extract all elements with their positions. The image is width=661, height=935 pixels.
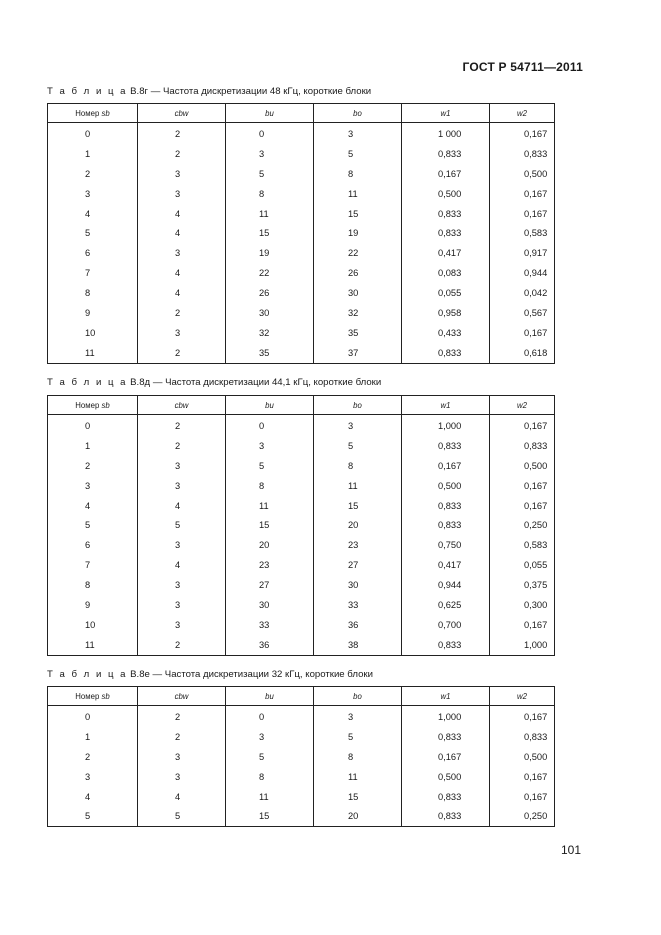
- table-cell: 5: [138, 515, 226, 535]
- table-row: [48, 535, 555, 555]
- table-label: Т а б л и ц а: [47, 86, 128, 97]
- table-cell: 0,500: [490, 747, 555, 767]
- table-cell: 4: [138, 263, 226, 283]
- column-header: [48, 104, 138, 123]
- table-row: [48, 303, 555, 323]
- table-cell: 0,417: [402, 555, 490, 575]
- column-header: [226, 396, 314, 415]
- table-cell: 7: [48, 555, 138, 575]
- table-cell: 0,833: [402, 635, 490, 655]
- table-row: [48, 787, 555, 807]
- table-cell: 0,833: [490, 144, 555, 164]
- table-cell: 0,583: [490, 535, 555, 555]
- table-cell: 2: [138, 303, 226, 323]
- table-cell: 8: [226, 767, 314, 787]
- table-cell: 0,958: [402, 303, 490, 323]
- table-header-row: [48, 104, 555, 123]
- column-header-symbol: bu: [265, 108, 274, 118]
- table-cell: 4: [138, 555, 226, 575]
- table-cell: 0,042: [490, 283, 555, 303]
- table-cell: 3: [138, 535, 226, 555]
- table-cell: 30: [226, 595, 314, 615]
- table-cell: 3: [138, 476, 226, 496]
- table-caption: [47, 86, 371, 97]
- table-row: [48, 767, 555, 787]
- column-header-symbol: sb: [101, 691, 110, 701]
- table-cell: 0,167: [490, 204, 555, 224]
- table-row: [48, 144, 555, 164]
- table-cell: 15: [226, 806, 314, 826]
- table-cell: 0,167: [490, 615, 555, 635]
- column-header-symbol: cbw: [174, 108, 189, 118]
- table-cell: 0,833: [402, 436, 490, 456]
- column-header-symbol: bo: [353, 108, 362, 118]
- table-row: [48, 727, 555, 747]
- table-cell: 3: [226, 144, 314, 164]
- table-row: [48, 496, 555, 516]
- table-cell: 19: [314, 223, 402, 243]
- table-cell: 5: [48, 515, 138, 535]
- table-row: [48, 164, 555, 184]
- table-caption: [47, 377, 381, 388]
- table-cell: 35: [314, 323, 402, 343]
- table-cell: 30: [314, 283, 402, 303]
- table-cell: 3: [314, 706, 402, 727]
- table-cell: 5: [226, 456, 314, 476]
- table-row: [48, 515, 555, 535]
- table-cell: 27: [314, 555, 402, 575]
- data-table: [47, 686, 555, 827]
- table-cell: 0,433: [402, 323, 490, 343]
- table-row: [48, 243, 555, 263]
- table-cell: 20: [226, 535, 314, 555]
- table-cell: 10: [48, 323, 138, 343]
- column-header-symbol: cbw: [174, 691, 189, 701]
- table-cell: 8: [314, 456, 402, 476]
- table-cell: 0,083: [402, 263, 490, 283]
- column-header: [490, 104, 555, 123]
- table-cell: 1: [48, 436, 138, 456]
- table-cell: 19: [226, 243, 314, 263]
- table-cell: 1,000: [490, 635, 555, 655]
- table-header-row: [48, 396, 555, 415]
- table-caption: [47, 669, 373, 680]
- table-cell: 2: [48, 747, 138, 767]
- table-label: Т а б л и ц а: [47, 377, 128, 388]
- table-row: [48, 635, 555, 655]
- table-cell: 0: [48, 415, 138, 436]
- table-cell: 3: [138, 747, 226, 767]
- table-cell: 0,618: [490, 343, 555, 363]
- table-cell: 3: [48, 767, 138, 787]
- table-title: В.8г — Частота дискретизации 48 кГц, короткие блоки: [127, 86, 372, 97]
- table-cell: 8: [314, 164, 402, 184]
- table-cell: 7: [48, 263, 138, 283]
- table-cell: 0,583: [490, 223, 555, 243]
- table-row: [48, 747, 555, 767]
- table-cell: 6: [48, 243, 138, 263]
- table-cell: 0,167: [490, 476, 555, 496]
- table-cell: 0,917: [490, 243, 555, 263]
- table-cell: 0,833: [490, 436, 555, 456]
- table-cell: 2: [138, 415, 226, 436]
- table-cell: 0,500: [490, 164, 555, 184]
- table-cell: 0: [226, 706, 314, 727]
- table-cell: 0,167: [490, 787, 555, 807]
- table-cell: 36: [226, 635, 314, 655]
- table-cell: 5: [314, 727, 402, 747]
- column-header-symbol: sb: [101, 400, 110, 410]
- column-header-symbol: w1: [440, 691, 451, 701]
- table-cell: 0,167: [490, 184, 555, 204]
- table-cell: 33: [314, 595, 402, 615]
- table-cell: 4: [138, 496, 226, 516]
- data-table: [47, 103, 555, 364]
- table-cell: 0,167: [490, 496, 555, 516]
- table-cell: 5: [138, 806, 226, 826]
- table-cell: 11: [226, 204, 314, 224]
- table-row: [48, 456, 555, 476]
- column-header-symbol: bo: [353, 400, 362, 410]
- table-cell: 0,833: [402, 515, 490, 535]
- column-header-text: Номер: [75, 691, 102, 701]
- table-cell: 15: [226, 223, 314, 243]
- table-cell: 33: [226, 615, 314, 635]
- column-header-symbol: w1: [440, 400, 451, 410]
- table-cell: 3: [138, 243, 226, 263]
- table-cell: 3: [138, 767, 226, 787]
- column-header: [138, 104, 226, 123]
- table-cell: 2: [138, 727, 226, 747]
- table-cell: 3: [138, 575, 226, 595]
- table-cell: 0,417: [402, 243, 490, 263]
- table-cell: 0: [226, 415, 314, 436]
- table-cell: 2: [138, 144, 226, 164]
- table-cell: 0,833: [402, 223, 490, 243]
- table-cell: 0,833: [402, 787, 490, 807]
- table-cell: 32: [314, 303, 402, 323]
- table-cell: 3: [138, 615, 226, 635]
- table-cell: 2: [138, 343, 226, 363]
- table-cell: 1: [48, 144, 138, 164]
- table-cell: 0,167: [490, 123, 555, 144]
- table-cell: 6: [48, 535, 138, 555]
- table-row: [48, 343, 555, 363]
- data-table: [47, 395, 555, 656]
- table-cell: 0,833: [402, 496, 490, 516]
- table-cell: 1 000: [402, 123, 490, 144]
- column-header-symbol: w1: [440, 108, 451, 118]
- table-cell: 3: [226, 436, 314, 456]
- table-cell: 8: [48, 283, 138, 303]
- column-header: [314, 104, 402, 123]
- table-cell: 2: [138, 706, 226, 727]
- column-header: [314, 396, 402, 415]
- column-header-symbol: cbw: [174, 400, 189, 410]
- table-cell: 5: [226, 747, 314, 767]
- column-header-symbol: bu: [265, 400, 274, 410]
- table-cell: 0: [48, 123, 138, 144]
- table-row: [48, 436, 555, 456]
- table-cell: 0,250: [490, 515, 555, 535]
- table-cell: 20: [314, 806, 402, 826]
- table-label: Т а б л и ц а: [47, 669, 128, 680]
- column-header: [490, 396, 555, 415]
- column-header-symbol: w2: [517, 400, 527, 410]
- column-header-text: Номер: [75, 108, 102, 118]
- table-cell: 5: [314, 436, 402, 456]
- table-cell: 1,000: [402, 706, 490, 727]
- table-header-row: [48, 687, 555, 706]
- table-cell: 0,833: [402, 727, 490, 747]
- table-row: [48, 595, 555, 615]
- table-cell: 11: [48, 343, 138, 363]
- table-cell: 0,700: [402, 615, 490, 635]
- table-row: [48, 223, 555, 243]
- table-cell: 8: [226, 476, 314, 496]
- table-cell: 5: [226, 164, 314, 184]
- table-cell: 0,500: [402, 767, 490, 787]
- table-cell: 4: [138, 204, 226, 224]
- table-cell: 2: [138, 123, 226, 144]
- column-header: [490, 687, 555, 706]
- table-cell: 0,167: [490, 706, 555, 727]
- table-cell: 0,567: [490, 303, 555, 323]
- table-row: [48, 806, 555, 826]
- table-cell: 5: [314, 144, 402, 164]
- column-header: [226, 104, 314, 123]
- column-header-symbol: bo: [353, 691, 362, 701]
- table-cell: 0,944: [402, 575, 490, 595]
- table-cell: 3: [48, 184, 138, 204]
- table-row: [48, 615, 555, 635]
- table-cell: 0,167: [402, 456, 490, 476]
- table-cell: 0,375: [490, 575, 555, 595]
- table-cell: 2: [138, 635, 226, 655]
- table-cell: 3: [138, 323, 226, 343]
- table-cell: 5: [48, 223, 138, 243]
- column-header: [138, 396, 226, 415]
- table-cell: 22: [226, 263, 314, 283]
- table-cell: 4: [48, 496, 138, 516]
- table-cell: 38: [314, 635, 402, 655]
- table-row: [48, 415, 555, 436]
- table-cell: 3: [138, 184, 226, 204]
- column-header-symbol: bu: [265, 691, 274, 701]
- table-cell: 0,944: [490, 263, 555, 283]
- table-cell: 0,833: [402, 806, 490, 826]
- table-title: В.8д — Частота дискретизации 44,1 кГц, короткие блоки: [127, 377, 382, 388]
- table-cell: 23: [226, 555, 314, 575]
- column-header: [314, 687, 402, 706]
- table-cell: 11: [226, 787, 314, 807]
- table-cell: 1,000: [402, 415, 490, 436]
- table-row: [48, 123, 555, 144]
- table-cell: 15: [314, 787, 402, 807]
- table-cell: 0,250: [490, 806, 555, 826]
- table-cell: 0,500: [402, 184, 490, 204]
- table-cell: 26: [314, 263, 402, 283]
- table-cell: 0,833: [490, 727, 555, 747]
- table-cell: 22: [314, 243, 402, 263]
- table-cell: 2: [138, 436, 226, 456]
- column-header: [48, 396, 138, 415]
- table-cell: 0,167: [490, 767, 555, 787]
- table-cell: 0: [226, 123, 314, 144]
- table-cell: 9: [48, 303, 138, 323]
- table-cell: 0,167: [402, 747, 490, 767]
- table-cell: 0,750: [402, 535, 490, 555]
- table-cell: 2: [48, 164, 138, 184]
- table-cell: 30: [314, 575, 402, 595]
- table-row: [48, 283, 555, 303]
- table-row: [48, 555, 555, 575]
- table-cell: 0,055: [490, 555, 555, 575]
- table-cell: 3: [226, 727, 314, 747]
- column-header: [138, 687, 226, 706]
- table-cell: 0,833: [402, 144, 490, 164]
- column-header: [402, 396, 490, 415]
- table-cell: 1: [48, 727, 138, 747]
- table-cell: 0,833: [402, 204, 490, 224]
- table-cell: 30: [226, 303, 314, 323]
- table-row: [48, 476, 555, 496]
- table-cell: 11: [314, 184, 402, 204]
- table-cell: 3: [138, 595, 226, 615]
- table-cell: 0,500: [402, 476, 490, 496]
- table-cell: 0: [48, 706, 138, 727]
- table-row: [48, 184, 555, 204]
- table-cell: 10: [48, 615, 138, 635]
- table-cell: 11: [48, 635, 138, 655]
- table-cell: 35: [226, 343, 314, 363]
- column-header-text: Номер: [75, 400, 102, 410]
- column-header-symbol: w2: [517, 691, 527, 701]
- table-cell: 0,055: [402, 283, 490, 303]
- table-cell: 0,300: [490, 595, 555, 615]
- table-cell: 32: [226, 323, 314, 343]
- table-cell: 4: [138, 223, 226, 243]
- table-cell: 2: [48, 456, 138, 476]
- table-cell: 0,833: [402, 343, 490, 363]
- table-cell: 0,167: [402, 164, 490, 184]
- table-cell: 3: [138, 456, 226, 476]
- table-cell: 4: [48, 204, 138, 224]
- table-cell: 23: [314, 535, 402, 555]
- table-cell: 0,500: [490, 456, 555, 476]
- table-cell: 8: [314, 747, 402, 767]
- table-cell: 0,167: [490, 323, 555, 343]
- table-cell: 15: [314, 204, 402, 224]
- table-row: [48, 263, 555, 283]
- column-header: [402, 687, 490, 706]
- table-cell: 0,167: [490, 415, 555, 436]
- table-cell: 3: [138, 164, 226, 184]
- table-row: [48, 575, 555, 595]
- table-cell: 4: [138, 283, 226, 303]
- table-cell: 4: [138, 787, 226, 807]
- table-cell: 15: [226, 515, 314, 535]
- table-cell: 37: [314, 343, 402, 363]
- table-row: [48, 323, 555, 343]
- table-title: В.8е — Частота дискретизации 32 кГц, короткие блоки: [127, 669, 373, 680]
- table-cell: 15: [314, 496, 402, 516]
- table-cell: 11: [314, 767, 402, 787]
- table-cell: 4: [48, 787, 138, 807]
- table-cell: 27: [226, 575, 314, 595]
- table-cell: 3: [314, 415, 402, 436]
- table-cell: 9: [48, 595, 138, 615]
- table-cell: 11: [314, 476, 402, 496]
- table-row: [48, 204, 555, 224]
- table-cell: 3: [314, 123, 402, 144]
- column-header: [402, 104, 490, 123]
- table-cell: 0,625: [402, 595, 490, 615]
- document-standard-number: ГОСТ Р 54711—2011: [462, 60, 583, 74]
- table-cell: 8: [226, 184, 314, 204]
- table-cell: 3: [48, 476, 138, 496]
- table-cell: 11: [226, 496, 314, 516]
- table-cell: 20: [314, 515, 402, 535]
- column-header: [226, 687, 314, 706]
- table-row: [48, 706, 555, 727]
- table-cell: 8: [48, 575, 138, 595]
- table-cell: 5: [48, 806, 138, 826]
- table-cell: 26: [226, 283, 314, 303]
- column-header-symbol: w2: [517, 108, 527, 118]
- column-header: [48, 687, 138, 706]
- table-cell: 36: [314, 615, 402, 635]
- column-header-symbol: sb: [101, 108, 110, 118]
- page-number: 101: [560, 843, 581, 857]
